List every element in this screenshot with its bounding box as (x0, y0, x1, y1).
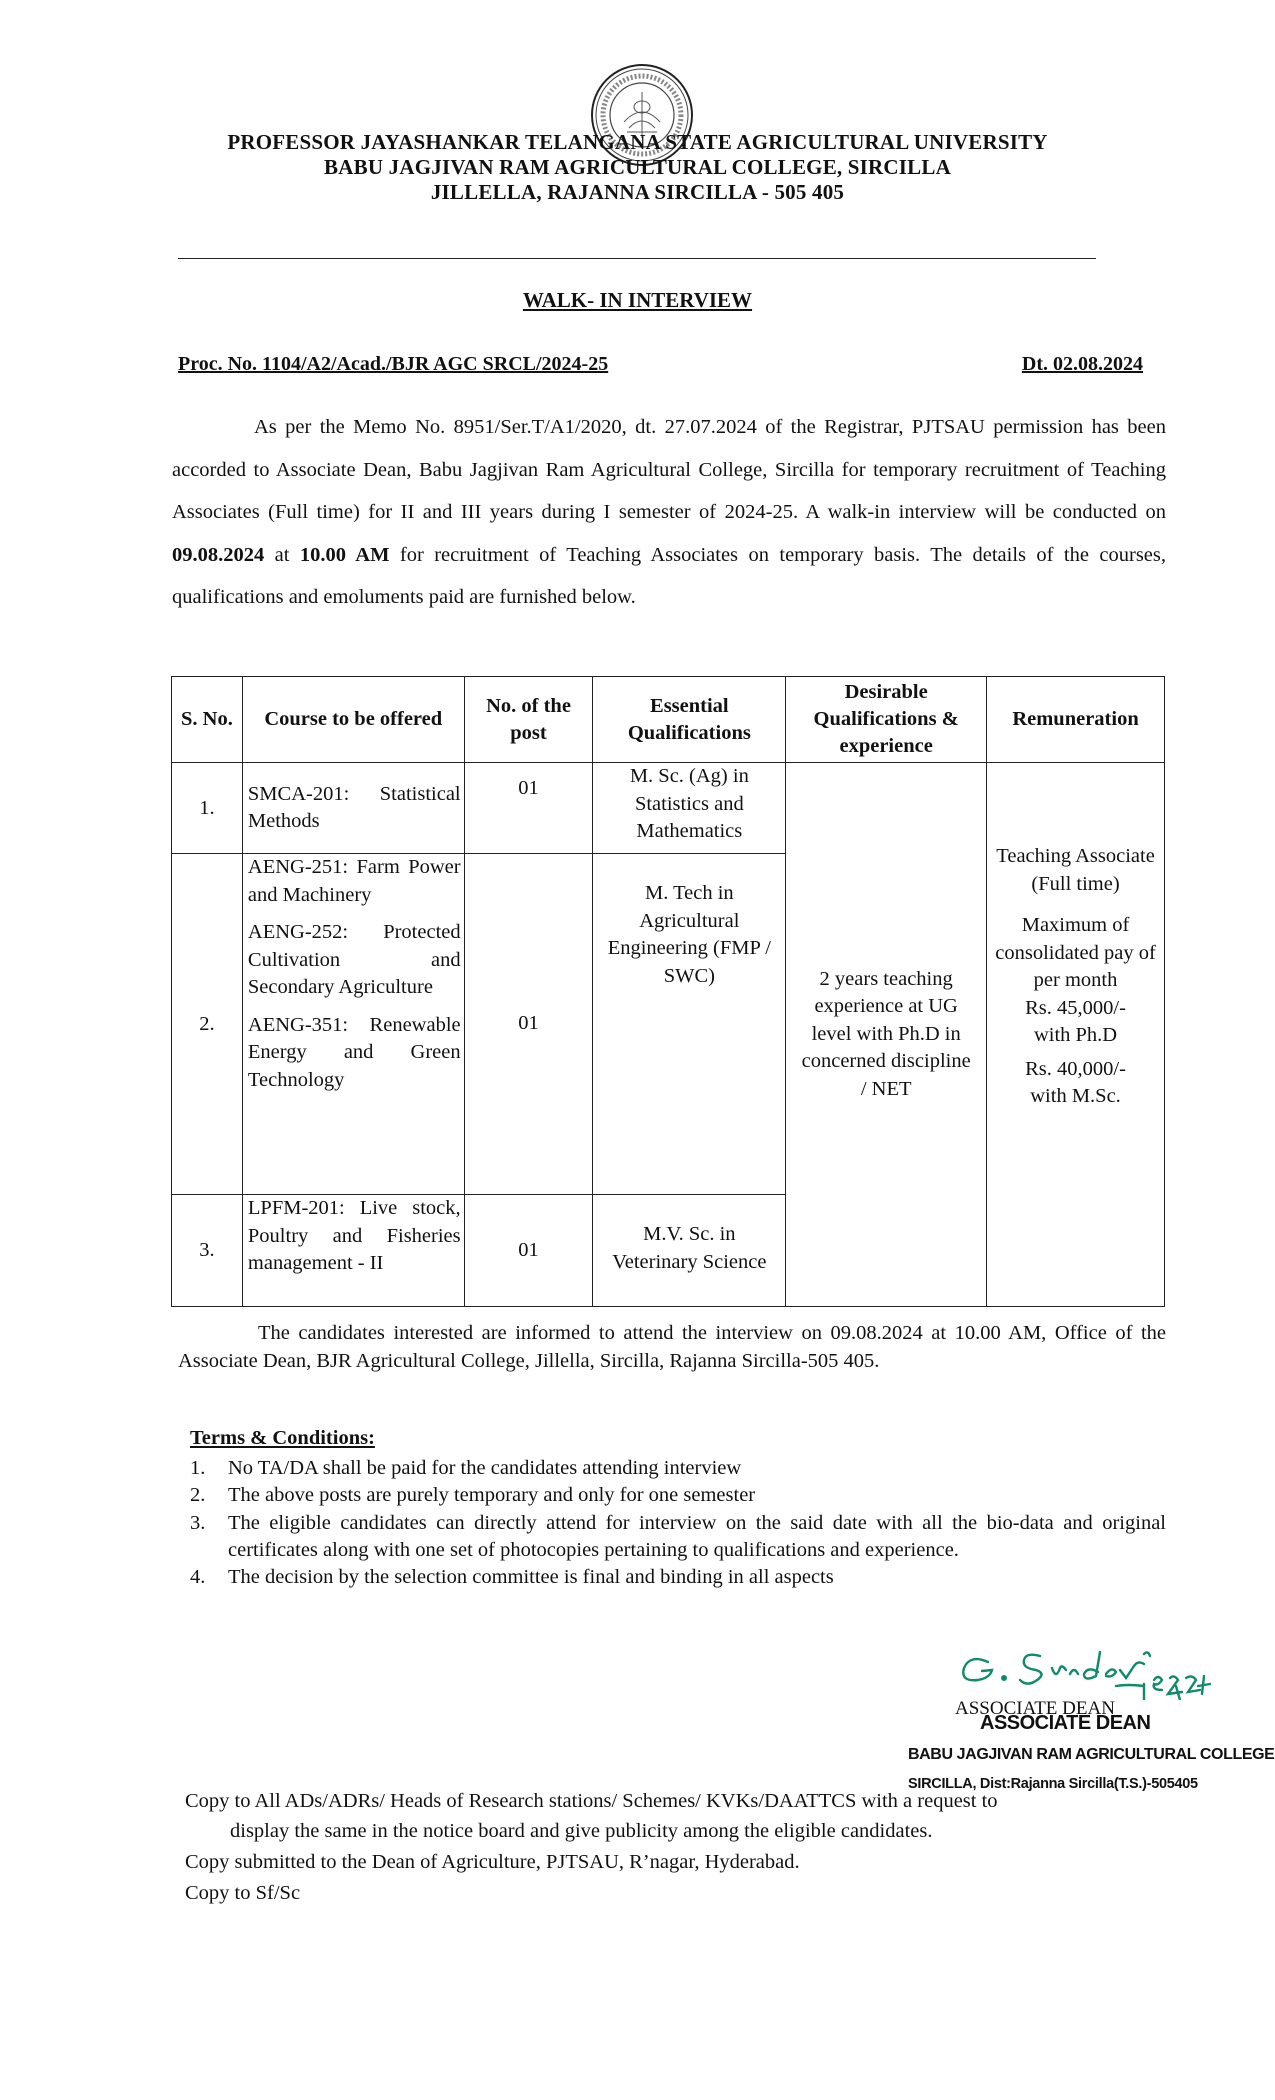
stamp-title: ASSOCIATE DEAN (980, 1712, 1151, 1734)
row-essential: M. Tech in Agricultural Engineering (FMP / SWC) (593, 854, 786, 1195)
header-posts: No. of the post (464, 677, 593, 763)
remuneration-msc-amount: Rs. 40,000/- (1025, 1057, 1126, 1080)
document-date: Dt. 02.08.2024 (1021, 353, 1143, 375)
list-item (178, 1482, 1166, 1509)
row-sno: 1. (172, 763, 243, 854)
page-title: WALK- IN INTERVIEW (522, 288, 753, 312)
term-number: 3. (190, 1511, 206, 1534)
college-address: JILLELLA, RAJANNA SIRCILLA - 505 405 (430, 180, 845, 204)
course-item: AENG-351: Renewable Energy and Green Technology (247, 1013, 461, 1091)
terms-heading: Terms & Conditions: (190, 1427, 375, 1449)
course-item: AENG-252: Protected Cultivation and Secondary Agriculture (247, 921, 461, 998)
row-essential: M. Sc. (Ag) in Statistics and Mathematics (593, 763, 786, 854)
row-course (242, 1195, 464, 1307)
header-desirable: Desirable Qualifications & experience (786, 677, 987, 763)
term-text: The eligible candidates can directly attend for interview on the said date with all the bio-data and original certificates along with one set of photocopies pertaining to qualifications and experience. (228, 1511, 1166, 1561)
header-remuneration: Remuneration (987, 677, 1165, 763)
table-row (172, 763, 1165, 854)
row-course (242, 854, 464, 1195)
remuneration-msc-label: with M.Sc. (1030, 1085, 1121, 1107)
college-name: BABU JAGJIVAN RAM AGRICULTURAL COLLEGE, SIRCILLA (324, 155, 951, 179)
row-sno: 2. (172, 854, 243, 1195)
interview-notice: The candidates interested are informed to attend the interview on 09.08.2024 at 10.00 AM, Office of the Associate Dean, BJR Agricultural College, Jillella, Sircilla, Rajanna Sircilla-505 405. (178, 1322, 1166, 1372)
header-course: Course to be offered (242, 677, 464, 763)
term-text: The above posts are purely temporary and only for one semester (228, 1484, 756, 1507)
copy-to-sf: Copy to Sf/Sc (185, 1882, 301, 1904)
copy-to-ads-cont: display the same in the notice board and give publicity among the eligible candidates. (230, 1820, 933, 1842)
stamp-address: SIRCILLA, Dist:Rajanna Sircilla(T.S.)-505405 (908, 1776, 1198, 1792)
intro-at: at (264, 543, 300, 566)
copy-to-ads: Copy to All ADs/ADRs/ Heads of Research stations/ Schemes/ KVKs/DAATTCS with a request to (185, 1790, 998, 1812)
remuneration-cell (987, 763, 1165, 1307)
term-text: The decision by the selection committee is final and binding in all aspects (228, 1566, 834, 1589)
terms-list (178, 1455, 1166, 1591)
intro-text-2: for recruitment of Teaching Associates on temporary basis. The details of the courses, qualifications and emoluments paid are furnished below. (172, 543, 1167, 608)
signatory-title: ASSOCIATE DEAN (955, 1698, 1115, 1719)
row-posts: 01 (464, 854, 593, 1195)
term-number: 4. (190, 1566, 206, 1589)
copy-to-dean: Copy submitted to the Dean of Agriculture, PJTSAU, R’nagar, Hyderabad. (185, 1851, 800, 1873)
remuneration-max: Maximum of consolidated pay of per month (995, 914, 1156, 991)
handwritten-signature (948, 1640, 1238, 1700)
stamp-college: BABU JAGJIVAN RAM AGRICULTURAL COLLEGE (908, 1746, 1275, 1763)
header-essential: Essential Qualifications (593, 677, 786, 763)
header-sno: S. No. (172, 677, 243, 763)
remuneration-phd-label: with Ph.D (1033, 1024, 1118, 1046)
row-posts: 01 (464, 1195, 593, 1307)
intro-paragraph (172, 406, 1166, 619)
interview-date: 09.08.2024 (172, 543, 265, 566)
remuneration-role: Teaching Associate (Full time) (996, 845, 1155, 895)
intro-text-1: As per the Memo No. 8951/Ser.T/A1/2020, dt. 27.07.2024 of the Registrar, PJTSAU permission has been accorded to Associate Dean, Babu Jagjivan Ram Agricultural College, Sircilla for temporary recruitment of Teaching Associates (Full time) for II and III years during I semester of 2024-25. A walk-in interview will be conducted on (172, 416, 1166, 523)
recruitment-table (171, 676, 1165, 1307)
course-item: AENG-251: Farm Power and Machinery (247, 856, 461, 906)
row-posts: 01 (464, 763, 593, 854)
university-name: PROFESSOR JAYASHANKAR TELANGANA STATE AGRICULTURAL UNIVERSITY (227, 130, 1048, 154)
interview-time: 10.00 AM (299, 543, 390, 566)
course-item: LPFM-201: Live stock, Poultry and Fisheries management - II (247, 1197, 461, 1274)
row-sno: 3. (172, 1195, 243, 1307)
term-number: 2. (190, 1484, 206, 1507)
header-divider (178, 258, 1096, 259)
row-course (242, 763, 464, 854)
list-item (178, 1455, 1166, 1482)
course-item: SMCA-201: Statistical Methods (247, 782, 461, 832)
list-item (178, 1510, 1166, 1565)
list-item (178, 1564, 1166, 1591)
row-essential: M.V. Sc. in Veterinary Science (593, 1195, 786, 1307)
desirable-qualifications: 2 years teaching experience at UG level with Ph.D in concerned discipline / NET (786, 763, 987, 1307)
term-number: 1. (190, 1457, 206, 1479)
term-text: No TA/DA shall be paid for the candidates attending interview (228, 1457, 742, 1479)
proceedings-number: Proc. No. 1104/A2/Acad./BJR AGC SRCL/2024-25 (178, 353, 609, 375)
remuneration-phd-amount: Rs. 45,000/- (1025, 996, 1126, 1019)
